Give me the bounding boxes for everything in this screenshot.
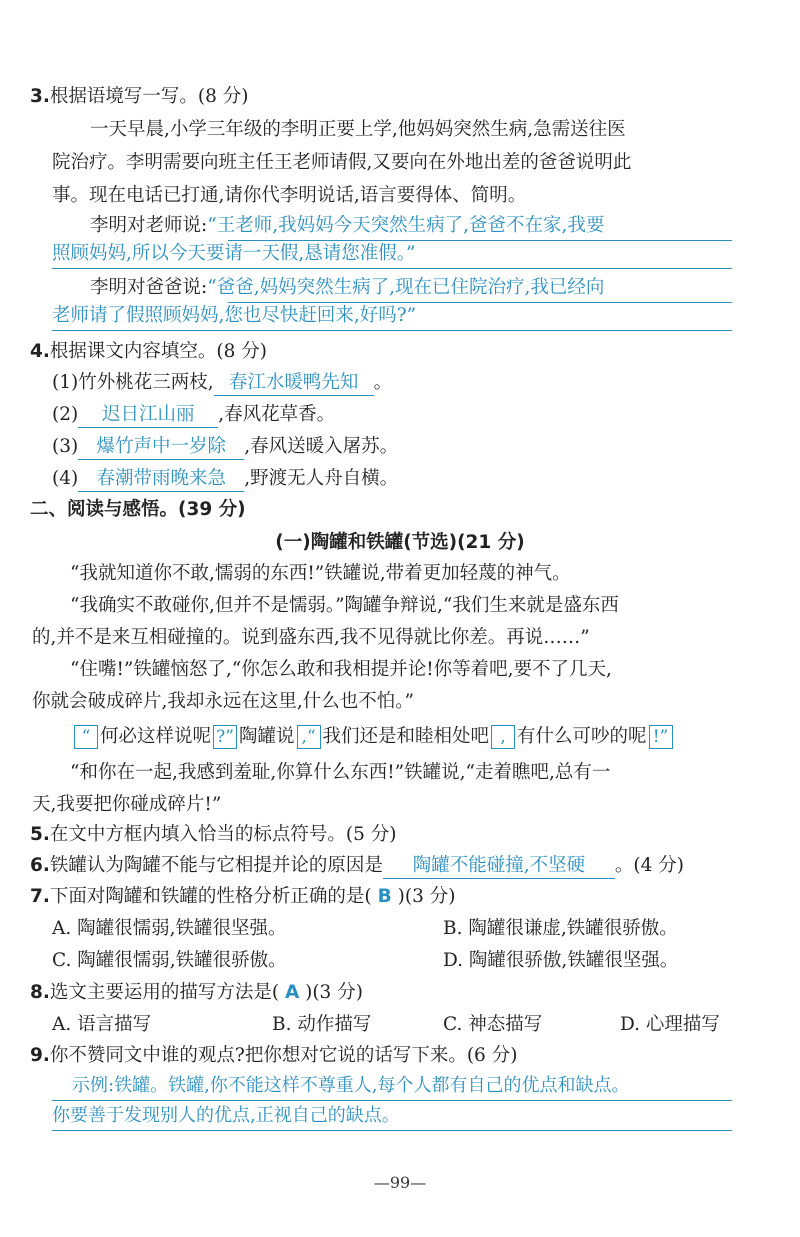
q5-number: 5.	[30, 824, 50, 845]
q4-item-4-answer: 春潮带雨晚来急	[78, 467, 244, 492]
passage-para-5b: 天,我要把你碰成碎片!”	[32, 794, 222, 815]
q4-item-2-prefix: (2)	[52, 404, 79, 425]
section-2-title: 二、阅读与感悟。(39 分)	[30, 499, 246, 520]
q3-teacher-answer-2: 照顾妈妈,所以今天要请一天假,恳请您准假。”	[52, 243, 416, 264]
answer-underline	[52, 330, 732, 331]
q6-number: 6.	[30, 855, 50, 876]
q7-option-a: A. 陶罐很懦弱,铁罐很坚强。	[52, 918, 287, 939]
q4-item-1-prefix: (1)竹外桃花三两枝,	[52, 372, 214, 393]
q3-teacher-line	[90, 213, 800, 239]
passage-para-4-text-1: 何必这样说呢	[100, 726, 212, 747]
q3-teacher-answer-1: “王老师,我妈妈今天突然生病了,爸爸不在家,我要	[207, 215, 605, 236]
q4-item-3	[52, 434, 800, 460]
q8-suffix: )(3 分)	[305, 982, 363, 1003]
q4-item-1-answer: 春江水暖鸭先知	[214, 371, 374, 396]
q8-option-a: A. 语言描写	[52, 1014, 152, 1035]
q6-answer: 陶罐不能碰撞,不坚硬	[383, 854, 615, 879]
q7-option-c: C. 陶罐很懦弱,铁罐很骄傲。	[52, 950, 287, 971]
q9	[30, 1043, 800, 1069]
q4-title: 根据课文内容填空。(8 分)	[49, 341, 267, 362]
q4-number: 4.	[30, 341, 50, 362]
q8-option-c: C. 神态描写	[443, 1014, 543, 1035]
q3-dad-answer-2: 老师请了假照顾妈妈,您也尽快赶回来,好吗?”	[52, 305, 417, 326]
q4-item-2-answer: 迟日江山丽	[78, 403, 218, 428]
q4-item-2	[52, 402, 800, 428]
punctuation-box-5: !”	[649, 725, 673, 749]
passage-title: (一)陶罐和铁罐(节选)(21 分)	[275, 532, 525, 553]
q3-para-3: 事。现在电话已打通,请你代李明说话,语言要得体、简明。	[52, 185, 527, 206]
page-number: —99—	[373, 1173, 427, 1192]
q6	[30, 853, 800, 879]
q4-item-4	[52, 466, 800, 492]
q4-item-3-prefix: (3)	[52, 436, 79, 457]
punctuation-box-1: “	[74, 725, 98, 749]
answer-underline	[52, 1130, 732, 1131]
passage-para-3b: 你就会破成碎片,我却永远在这里,什么也不怕。”	[32, 691, 414, 712]
q3-dad-label: 李明对爸爸说:	[90, 277, 208, 298]
q4-item-4-prefix: (4)	[52, 468, 79, 489]
q4-item-3-suffix: ,春风送暖入屠苏。	[244, 436, 399, 457]
passage-para-3a: “住嘴!”铁罐恼怒了,“你怎么敢和我相提并论!你等着吧,要不了几天,	[70, 659, 612, 680]
q4-item-1-suffix: 。	[373, 372, 393, 393]
q8	[30, 980, 800, 1006]
punctuation-box-4: ,	[491, 725, 515, 749]
q7-answer: B	[377, 886, 392, 907]
q3-heading	[30, 84, 800, 110]
q9-text: 你不赞同文中谁的观点?把你想对它说的话写下来。(6 分)	[49, 1045, 518, 1066]
punctuation-box-2: ?”	[213, 725, 237, 749]
q4-item-4-suffix: ,野渡无人舟自横。	[244, 468, 399, 489]
q8-option-d: D. 心理描写	[620, 1014, 720, 1035]
q6-prefix: 铁罐认为陶罐不能与它相提并论的原因是	[49, 855, 383, 876]
q3-para-2: 院治疗。李明需要向班主任王老师请假,又要向在外地出差的爸爸说明此	[52, 152, 632, 173]
q3-teacher-label: 李明对老师说:	[90, 215, 208, 236]
q3-para-1: 一天早晨,小学三年级的李明正要上学,他妈妈突然生病,急需送往医	[90, 119, 626, 140]
q9-number: 9.	[30, 1045, 50, 1066]
q8-answer: A	[284, 982, 300, 1003]
q3-dad-answer-1: “爸爸,妈妈突然生病了,现在已住院治疗,我已经向	[207, 277, 605, 298]
q6-suffix: 。(4 分)	[614, 855, 685, 876]
q4-item-2-suffix: ,春风花草香。	[218, 404, 336, 425]
q3-dad-line	[90, 275, 800, 301]
passage-para-4-text-3: 我们还是和睦相处吧	[322, 726, 490, 747]
passage-para-1: “我就知道你不敢,懦弱的东西!”铁罐说,带着更加轻蔑的神气。	[70, 563, 571, 584]
passage-para-4-text-4: 有什么可吵的呢	[517, 726, 647, 747]
q7-number: 7.	[30, 886, 50, 907]
passage-para-2b: 的,并不是来互相碰撞的。说到盛东西,我不见得就比你差。再说……”	[32, 627, 590, 648]
passage-para-4	[72, 724, 800, 750]
q9-answer-1: 示例:铁罐。铁罐,你不能这样不尊重人,每个人都有自己的优点和缺点。	[72, 1075, 630, 1096]
q3-title: 根据语境写一写。(8 分)	[49, 86, 249, 107]
q7-suffix: )(3 分)	[397, 886, 456, 907]
q7-option-b: B. 陶罐很谦虚,铁罐很骄傲。	[443, 918, 678, 939]
answer-underline	[52, 1100, 732, 1101]
q5-text: 在文中方框内填入恰当的标点符号。(5 分)	[49, 824, 397, 845]
passage-para-4-text-2: 陶罐说	[239, 726, 295, 747]
passage-para-5a: “和你在一起,我感到羞耻,你算什么东西!”铁罐说,“走着瞧吧,总有一	[70, 762, 611, 783]
q7-prefix: 下面对陶罐和铁罐的性格分析正确的是(	[49, 886, 372, 907]
q4-item-3-answer: 爆竹声中一岁除	[78, 435, 244, 460]
answer-underline	[52, 268, 732, 269]
q4-item-1	[52, 370, 800, 396]
q8-number: 8.	[30, 982, 50, 1003]
q8-prefix: 选文主要运用的描写方法是(	[49, 982, 280, 1003]
q5	[30, 822, 800, 848]
passage-para-2a: “我确实不敢碰你,但并不是懦弱。”陶罐争辩说,“我们生来就是盛东西	[70, 595, 619, 616]
q7	[30, 884, 800, 910]
q4-heading	[30, 339, 800, 365]
q3-number: 3.	[30, 86, 50, 107]
q9-answer-2: 你要善于发现别人的优点,正视自己的缺点。	[52, 1105, 400, 1126]
q7-option-d: D. 陶罐很骄傲,铁罐很坚强。	[443, 950, 679, 971]
punctuation-box-3: ,“	[297, 725, 321, 749]
q8-option-b: B. 动作描写	[272, 1014, 372, 1035]
